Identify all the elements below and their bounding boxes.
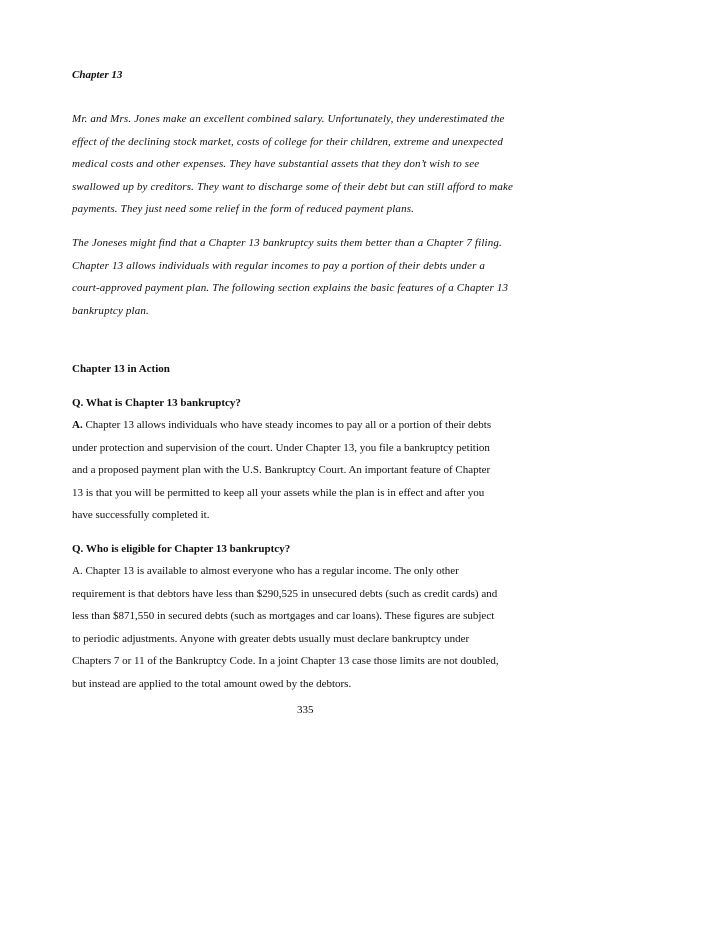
answer-1 [72, 414, 491, 527]
section-heading: Chapter 13 in Action [72, 363, 170, 375]
chapter-heading: Chapter 13 [72, 69, 123, 81]
paragraph-line: to periodic adjustments. Anyone with greater debts usually must declare bankruptcy under [72, 632, 470, 645]
paragraph-line: effect of the declining stock market, costs of college for their children, extreme and unexpected [72, 135, 503, 148]
question-1: Q. What is Chapter 13 bankruptcy? [72, 397, 241, 409]
paragraph-line: but instead are applied to the total amount owed by the debtors. [72, 677, 352, 690]
paragraph-line: Mr. and Mrs. Jones make an excellent combined salary. Unfortunately, they underestimated the [72, 113, 505, 125]
intro-paragraph-2 [72, 232, 508, 322]
paragraph-line: court-approved payment plan. The following section explains the basic features of a Chapter 13 [72, 282, 509, 294]
paragraph-line: less than $871,550 in secured debts (such as mortgages and car loans). These figures are subject [72, 610, 495, 622]
page-number: 335 [297, 704, 314, 716]
paragraph-line: Chapter 13 allows individuals with regular incomes to pay a portion of their debts under a [72, 259, 486, 272]
paragraph-line: requirement is that debtors have less than $290,525 in unsecured debts (such as credit cards) and [72, 587, 498, 600]
paragraph-line: A. Chapter 13 is available to almost everyone who has a regular income. The only other [72, 565, 459, 577]
paragraph-line: swallowed up by creditors. They want to discharge some of their debt but can still afford to make [72, 180, 514, 193]
paragraph-line: bankruptcy plan. [72, 304, 149, 317]
answer-2 [72, 560, 499, 695]
paragraph-line: payments. They just need some relief in the form of reduced payment plans. [72, 203, 415, 215]
paragraph-line: and a proposed payment plan with the U.S. Bankruptcy Court. An important feature of Chapter [72, 464, 491, 476]
paragraph-line: under protection and supervision of the court. Under Chapter 13, you file a bankruptcy petition [72, 441, 490, 454]
paragraph-line [72, 414, 491, 437]
paragraph-line: Chapters 7 or 11 of the Bankruptcy Code. In a joint Chapter 13 case those limits are not doubled, [72, 655, 499, 667]
intro-paragraph-1 [72, 108, 513, 221]
paragraph-line: have successfully completed it. [72, 509, 210, 521]
paragraph-line: 13 is that you will be permitted to keep all your assets while the plan is in effect and after you [72, 486, 485, 499]
paragraph-line: The Joneses might find that a Chapter 13 bankruptcy suits them better than a Chapter 7 filing. [72, 237, 502, 249]
paragraph-line: medical costs and other expenses. They have substantial assets that they don’t wish to see [72, 158, 480, 170]
question-2: Q. Who is eligible for Chapter 13 bankruptcy? [72, 543, 291, 555]
answer-prefix: A. [72, 419, 83, 431]
answer-text: Chapter 13 allows individuals who have steady incomes to pay all or a portion of their debts [82, 419, 492, 431]
